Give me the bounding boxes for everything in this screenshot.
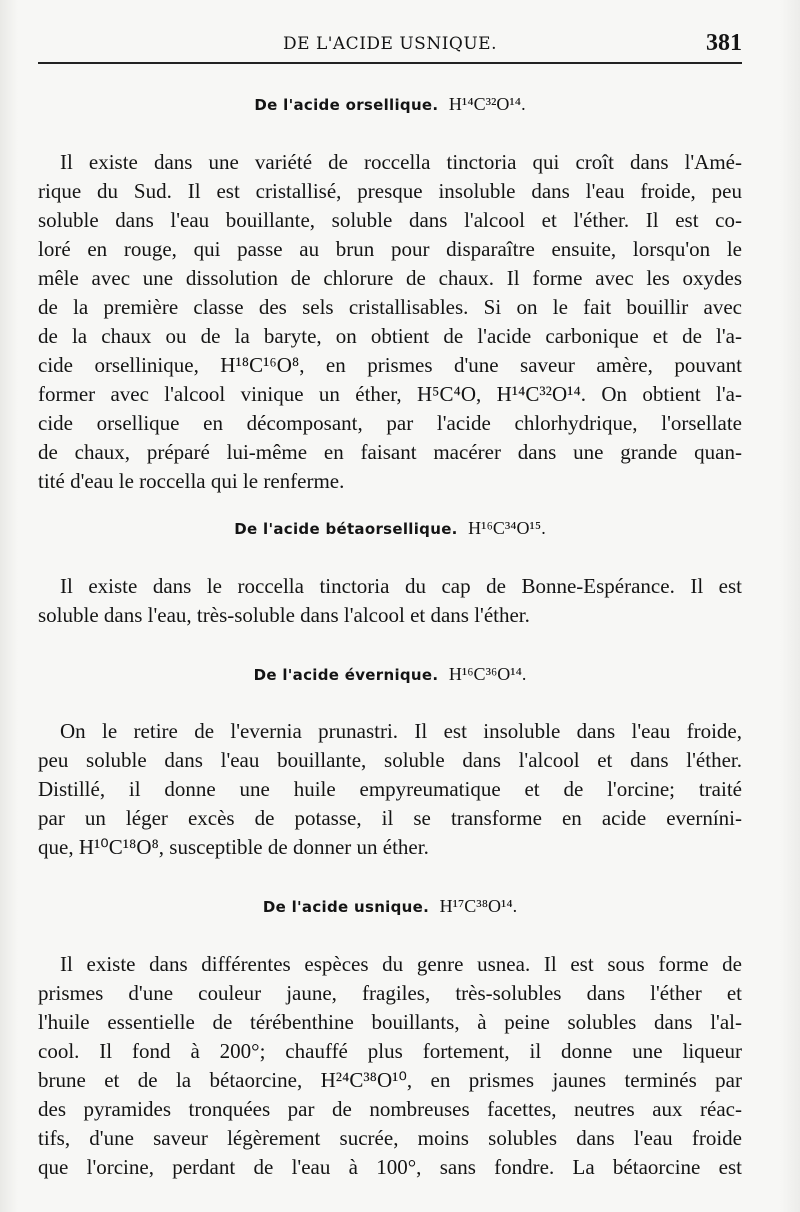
- heading-title: De l'acide usnique.: [262, 898, 430, 916]
- text-line: Il existe dans différentes espèces du genre usnea. Il est sous forme de: [60, 952, 742, 976]
- paragraph-orsellique: [38, 148, 742, 496]
- text-line: cide orsellique en décomposant, par l'acide chlorhydrique, l'orsellate: [38, 411, 742, 435]
- text-line: loré en rouge, qui passe au brun pour disparaître ensuite, lorsqu'on le: [38, 237, 742, 261]
- text-line: de la chaux ou de la baryte, on obtient de l'acide carbonique et de l'a-: [38, 324, 742, 348]
- heading-formula: H¹⁷C³⁸O¹⁴.: [439, 896, 518, 916]
- heading-title: De l'acide orsellique.: [254, 96, 439, 114]
- running-head-title: DE L'ACIDE USNIQUE.: [283, 34, 497, 54]
- text-line: prismes d'une couleur jaune, fragiles, très-solubles dans l'éther et: [38, 981, 742, 1005]
- text-line: que, H¹⁰C¹⁸O⁸, susceptible de donner un éther.: [38, 835, 429, 859]
- running-head: [38, 28, 742, 64]
- section-heading-usnique: [38, 896, 742, 917]
- text-line: cool. Il fond à 200°; chauffé plus fortement, il donne une liqueur: [38, 1039, 742, 1063]
- text-line: brune et de la bétaorcine, H²⁴C³⁸O¹⁰, en prismes jaunes terminés par: [38, 1068, 742, 1092]
- heading-title: De l'acide bétaorsellique.: [234, 520, 458, 538]
- text-line: que l'orcine, perdant de l'eau à 100°, sans fondre. La bétaorcine est: [38, 1155, 742, 1179]
- paragraph-betaorsellique: [38, 572, 742, 630]
- heading-title: De l'acide évernique.: [253, 666, 439, 684]
- text-line: Il existe dans une variété de roccella tinctoria qui croît dans l'Amé-: [60, 150, 742, 174]
- text-line: cide orsellinique, H¹⁸C¹⁶O⁸, en prismes d'une saveur amère, pouvant: [38, 353, 742, 377]
- text-line: par un léger excès de potasse, il se transforme en acide everníni-: [38, 806, 742, 830]
- text-line: former avec l'alcool vinique un éther, H⁵C⁴O, H¹⁴C³²O¹⁴. On obtient l'a-: [38, 382, 742, 406]
- paragraph-evernique: [38, 717, 742, 862]
- section-heading-orsellique: [38, 94, 742, 115]
- text-line: mêle avec une dissolution de chlorure de chaux. Il forme avec les oxydes: [38, 266, 742, 290]
- heading-formula: H¹⁴C³²O¹⁴.: [448, 94, 526, 114]
- heading-formula: H¹⁶C³⁴O¹⁵.: [468, 518, 546, 538]
- heading-formula: H¹⁶C³⁶O¹⁴.: [448, 664, 527, 684]
- text-line: soluble dans l'eau, très-soluble dans l'alcool et dans l'éther.: [38, 603, 530, 627]
- text-line: des pyramides tronquées par de nombreuses facettes, neutres aux réac-: [38, 1097, 742, 1121]
- text-line: Il existe dans le roccella tinctoria du cap de Bonne-Espérance. Il est: [60, 574, 742, 598]
- text-line: soluble dans l'eau bouillante, soluble dans l'alcool et l'éther. Il est co-: [38, 208, 742, 232]
- section-heading-betaorsellique: [38, 518, 742, 539]
- text-line: de chaux, préparé lui-même en faisant macérer dans une grande quan-: [38, 440, 742, 464]
- section-heading-evernique: [38, 664, 742, 685]
- text-line: peu soluble dans l'eau bouillante, soluble dans l'alcool et dans l'éther.: [38, 748, 742, 772]
- text-line: On le retire de l'evernia prunastri. Il est insoluble dans l'eau froide,: [60, 719, 742, 743]
- text-line: l'huile essentielle de térébenthine bouillants, à peine solubles dans l'al-: [38, 1010, 742, 1034]
- text-line: Distillé, il donne une huile empyreumatique et de l'orcine; traité: [38, 777, 742, 801]
- text-line: tité d'eau le roccella qui le renferme.: [38, 469, 345, 493]
- text-line: de la première classe des sels cristallisables. Si on le fait bouillir avec: [38, 295, 742, 319]
- text-line: rique du Sud. Il est cristallisé, presque insoluble dans l'eau froide, peu: [38, 179, 742, 203]
- page-number: 381: [706, 30, 742, 56]
- paragraph-usnique: [38, 950, 742, 1182]
- text-line: tifs, d'une saveur légèrement sucrée, moins solubles dans l'eau froide: [38, 1126, 742, 1150]
